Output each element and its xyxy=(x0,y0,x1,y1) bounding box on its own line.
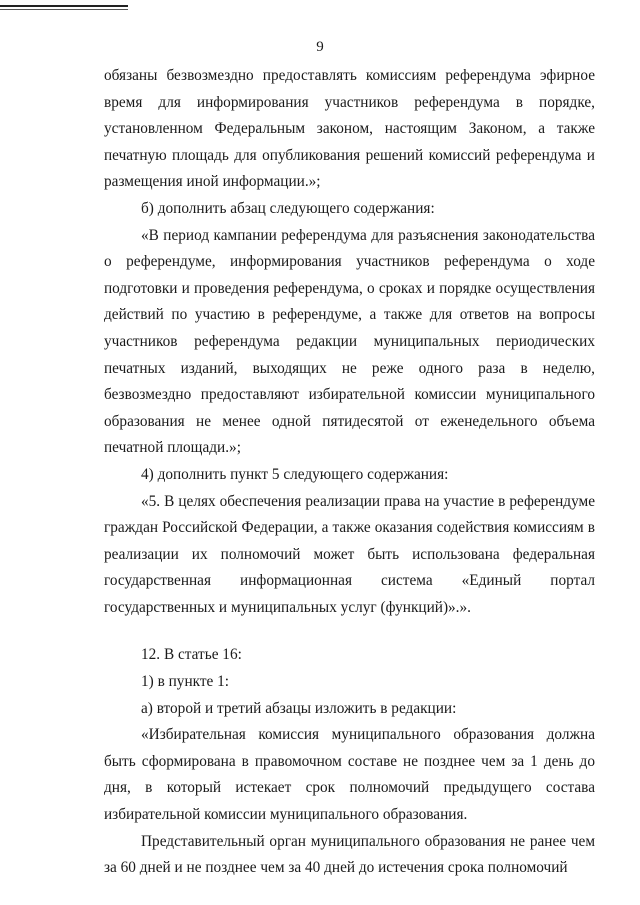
paragraph-quoted-commission: «Избирательная комиссия муниципального образования должна быть сформирована в правомочном составе не позднее чем за 1 день до дня, в который истекает срок полномочий предыдущего состава избирательной комиссии муниципального образования. xyxy=(104,726,595,824)
page-number: 9 xyxy=(316,39,324,55)
paragraph-point-1: 1) в пункте 1: xyxy=(141,673,230,691)
paragraph-quoted-point-5: «5. В целях обеспечения реализации права на участие в референдуме граждан Российской Федерации, а также оказания содействия комиссиям в реализации их полномочий может быть использована федеральная государственная информационная система «Единый портал государственных и муниципальных услуг (функций)».». xyxy=(104,492,595,616)
document-body xyxy=(104,63,595,882)
header-rule xyxy=(0,5,128,7)
paragraph-article-16: 12. В статье 16: xyxy=(141,646,242,664)
paragraph-continuation: обязаны безвозмездно предоставлять комиссиям референдума эфирное время для информирования участников референдума в порядке, установленном Федеральным законом, настоящим Законом, а также печатную площадь для опубликования решений комиссий референдума и размещения иной информации.»; xyxy=(104,67,595,191)
paragraph-amendment-a: а) второй и третий абзацы изложить в редакции: xyxy=(141,699,457,717)
paragraph-amendment-b: б) дополнить абзац следующего содержания: xyxy=(141,199,435,217)
paragraph-representative-body: Представительный орган муниципального образования не ранее чем за 60 дней и не позднее чем за 40 дней до истечения срока полномочий xyxy=(104,832,595,877)
section-gap xyxy=(104,621,595,642)
paragraph-quoted-campaign: «В период кампании референдума для разъяснения законодательства о референдуме, информирования участников референдума о ходе подготовки и проведения референдума, о сроках и порядке осуществления действий по участию в референдуме, а также для ответов на вопросы участников референдума редакции муниципальных периодических печатных изданий, выходящих не реже одного раза в неделю, безвозмездно предоставляют избирательной комиссии муниципального образования не менее одной пятидесятой от еженедельного объема печатной площади.»; xyxy=(104,226,595,457)
header-rule-secondary xyxy=(0,9,128,10)
paragraph-amendment-4: 4) дополнить пункт 5 следующего содержания: xyxy=(141,465,449,483)
